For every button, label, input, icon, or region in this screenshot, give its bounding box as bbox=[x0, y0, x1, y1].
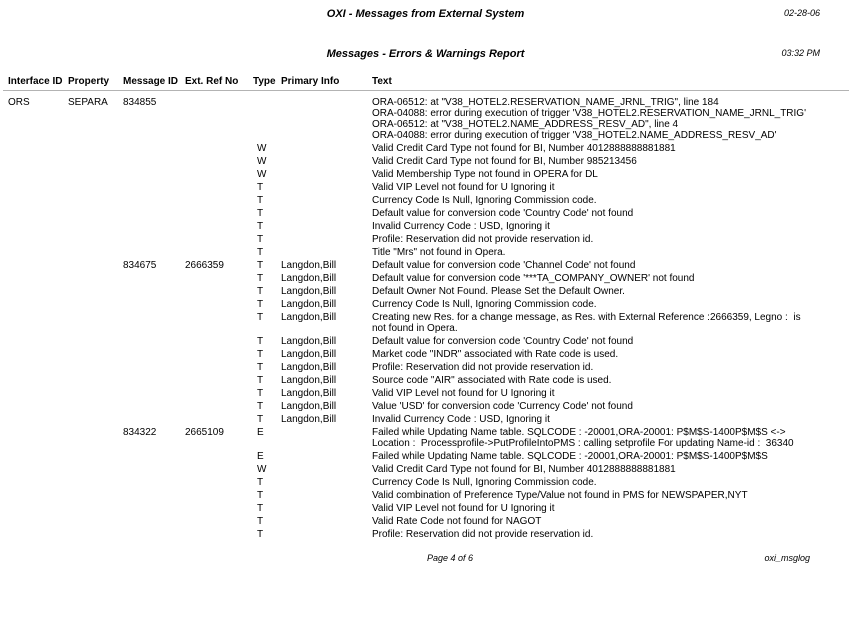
message-id-cell bbox=[123, 299, 185, 310]
message-id-cell bbox=[123, 477, 185, 488]
primary-info-cell: Langdon,Bill bbox=[281, 260, 337, 271]
ext-ref-no-cell bbox=[185, 451, 253, 462]
table-body bbox=[8, 97, 813, 542]
message-id-cell bbox=[123, 336, 185, 347]
message-text-line: Default value for conversion code 'Country Code' not found bbox=[372, 208, 634, 219]
interface-id-cell bbox=[8, 503, 68, 514]
primary-info-cell: Langdon,Bill bbox=[281, 312, 337, 323]
table-row bbox=[8, 260, 813, 271]
property-cell bbox=[68, 401, 123, 412]
property-cell bbox=[68, 299, 123, 310]
message-text-line: Profile: Reservation did not provide reservation id. bbox=[372, 362, 594, 373]
message-id-cell bbox=[123, 286, 185, 297]
primary-info-cell bbox=[281, 97, 372, 141]
message-text-cell bbox=[372, 286, 813, 297]
type-cell: W bbox=[257, 169, 267, 180]
table-row bbox=[8, 247, 813, 258]
interface-id-cell bbox=[8, 169, 68, 180]
ext-ref-no-cell bbox=[185, 375, 253, 386]
message-id-cell bbox=[123, 156, 185, 167]
interface-id-cell bbox=[8, 336, 68, 347]
interface-id-cell bbox=[8, 490, 68, 501]
interface-id-cell bbox=[8, 182, 68, 193]
type-cell: T bbox=[257, 286, 264, 297]
message-text-cell bbox=[372, 312, 813, 334]
interface-id-cell bbox=[8, 195, 68, 206]
property-cell bbox=[68, 273, 123, 284]
table-row bbox=[8, 529, 813, 540]
table-row bbox=[8, 414, 813, 425]
primary-info-cell bbox=[281, 143, 372, 154]
message-text-line: Valid VIP Level not found for U Ignoring it bbox=[372, 388, 555, 399]
message-text-line: ORA-06512: at "V38_HOTEL2.NAME_ADDRESS_RESV_AD", line 4 bbox=[372, 119, 679, 130]
interface-id-cell bbox=[8, 156, 68, 167]
type-cell: T bbox=[257, 299, 264, 310]
message-text-cell bbox=[372, 143, 813, 154]
message-id-cell bbox=[123, 208, 185, 219]
type-cell: T bbox=[257, 375, 264, 386]
property-cell bbox=[68, 451, 123, 462]
type-cell: T bbox=[257, 336, 264, 347]
primary-info-cell bbox=[281, 182, 372, 193]
message-text-cell bbox=[372, 299, 813, 310]
ext-ref-no-cell: 2666359 bbox=[185, 260, 224, 271]
property-cell bbox=[68, 477, 123, 488]
report-date: 02-28-06 bbox=[783, 8, 820, 18]
property-cell bbox=[68, 464, 123, 475]
interface-id-cell bbox=[8, 529, 68, 540]
primary-info-cell: Langdon,Bill bbox=[281, 388, 337, 399]
message-text-cell bbox=[372, 375, 813, 386]
message-id-cell bbox=[123, 490, 185, 501]
interface-id-cell bbox=[8, 375, 68, 386]
message-id-cell: 834322 bbox=[123, 427, 157, 438]
message-id-cell bbox=[123, 195, 185, 206]
type-cell: T bbox=[257, 349, 264, 360]
interface-id-cell bbox=[8, 427, 68, 449]
table-row bbox=[8, 97, 813, 141]
primary-info-cell bbox=[281, 234, 372, 245]
message-id-cell bbox=[123, 362, 185, 373]
interface-id-cell bbox=[8, 401, 68, 412]
column-header-property: Property bbox=[68, 76, 110, 87]
column-header-message-id: Message ID bbox=[123, 76, 179, 87]
primary-info-cell: Langdon,Bill bbox=[281, 286, 337, 297]
message-text-cell bbox=[372, 362, 813, 373]
message-text-line: not found in Opera. bbox=[372, 323, 458, 334]
message-id-cell bbox=[123, 414, 185, 425]
message-text-cell bbox=[372, 349, 813, 360]
message-text-line: Source code "AIR" associated with Rate code is used. bbox=[372, 375, 612, 386]
ext-ref-no-cell bbox=[185, 516, 253, 527]
type-cell: T bbox=[257, 362, 264, 373]
message-id-cell bbox=[123, 312, 185, 334]
table-row bbox=[8, 234, 813, 245]
table-row bbox=[8, 464, 813, 475]
property-cell bbox=[68, 388, 123, 399]
primary-info-cell: Langdon,Bill bbox=[281, 273, 337, 284]
message-text-cell bbox=[372, 156, 813, 167]
interface-id-cell: ORS bbox=[8, 97, 30, 108]
type-cell: T bbox=[257, 260, 264, 271]
property-cell bbox=[68, 195, 123, 206]
primary-info-cell: Langdon,Bill bbox=[281, 401, 337, 412]
type-cell: T bbox=[257, 247, 264, 258]
message-id-cell: 834855 bbox=[123, 97, 157, 108]
interface-id-cell bbox=[8, 234, 68, 245]
table-row bbox=[8, 362, 813, 373]
primary-info-cell bbox=[281, 516, 372, 527]
message-id-cell bbox=[123, 349, 185, 360]
ext-ref-no-cell bbox=[185, 336, 253, 347]
message-text-cell bbox=[372, 195, 813, 206]
type-cell: E bbox=[257, 427, 264, 438]
primary-info-cell bbox=[281, 451, 372, 462]
interface-id-cell bbox=[8, 388, 68, 399]
message-text-line: Creating new Res. for a change message, as Res. with External Reference :2666359, Legno : is bbox=[372, 312, 801, 323]
type-cell: T bbox=[257, 234, 264, 245]
column-header-type: Type bbox=[253, 76, 276, 87]
message-id-cell bbox=[123, 221, 185, 232]
message-text-line: Valid VIP Level not found for U Ignoring it bbox=[372, 182, 555, 193]
report-id: oxi_msglog bbox=[764, 553, 810, 563]
primary-info-cell bbox=[281, 156, 372, 167]
message-text-line: Currency Code Is Null, Ignoring Commission code. bbox=[372, 195, 597, 206]
type-cell: W bbox=[257, 143, 267, 154]
message-text-cell bbox=[372, 490, 813, 501]
message-text-cell bbox=[372, 427, 813, 449]
message-text-line: ORA-04088: error during execution of trigger 'V38_HOTEL2.RESERVATION_NAME_JRNL_TRIG' bbox=[372, 108, 806, 119]
table-row bbox=[8, 490, 813, 501]
ext-ref-no-cell bbox=[185, 503, 253, 514]
message-text-line: Default value for conversion code 'Channel Code' not found bbox=[372, 260, 636, 271]
type-cell: W bbox=[257, 464, 267, 475]
message-text-line: Market code "INDR" associated with Rate code is used. bbox=[372, 349, 619, 360]
ext-ref-no-cell bbox=[185, 477, 253, 488]
table-row bbox=[8, 375, 813, 386]
interface-id-cell bbox=[8, 260, 68, 271]
primary-info-cell bbox=[281, 427, 372, 449]
message-text-line: Invalid Currency Code : USD, Ignoring it bbox=[372, 221, 550, 232]
message-text-line: Valid Rate Code not found for NAGOT bbox=[372, 516, 542, 527]
message-text-line: Location : Processprofile->PutProfileIntoPMS : calling setprofile For updating Name-id : 36340 bbox=[372, 438, 794, 449]
message-text-line: Failed while Updating Name table. SQLCODE : -20001,ORA-20001: P$M$S-1400P$M$S bbox=[372, 451, 768, 462]
table-row bbox=[8, 156, 813, 167]
message-text-cell bbox=[372, 388, 813, 399]
property-cell bbox=[68, 260, 123, 271]
ext-ref-no-cell bbox=[185, 312, 253, 334]
message-text-cell bbox=[372, 477, 813, 488]
ext-ref-no-cell bbox=[185, 464, 253, 475]
property-cell bbox=[68, 208, 123, 219]
message-text-cell bbox=[372, 208, 813, 219]
primary-info-cell bbox=[281, 247, 372, 258]
property-cell bbox=[68, 414, 123, 425]
ext-ref-no-cell bbox=[185, 401, 253, 412]
column-header-primary-info: Primary Info bbox=[281, 76, 340, 87]
primary-info-cell: Langdon,Bill bbox=[281, 362, 337, 373]
message-text-cell bbox=[372, 414, 813, 425]
type-cell: T bbox=[257, 401, 264, 412]
message-text-cell bbox=[372, 464, 813, 475]
message-text-line: Default value for conversion code '***TA_COMPANY_OWNER' not found bbox=[372, 273, 695, 284]
type-cell: T bbox=[257, 414, 264, 425]
interface-id-cell bbox=[8, 349, 68, 360]
message-text-line: Valid Credit Card Type not found for BI, Number 4012888888881881 bbox=[372, 464, 676, 475]
property-cell bbox=[68, 143, 123, 154]
message-text-cell bbox=[372, 401, 813, 412]
type-cell: T bbox=[257, 312, 264, 323]
primary-info-cell bbox=[281, 169, 372, 180]
primary-info-cell: Langdon,Bill bbox=[281, 349, 337, 360]
message-id-cell bbox=[123, 401, 185, 412]
table-row bbox=[8, 503, 813, 514]
interface-id-cell bbox=[8, 312, 68, 334]
message-id-cell bbox=[123, 529, 185, 540]
ext-ref-no-cell bbox=[185, 286, 253, 297]
interface-id-cell bbox=[8, 362, 68, 373]
ext-ref-no-cell bbox=[185, 349, 253, 360]
ext-ref-no-cell bbox=[185, 97, 253, 141]
interface-id-cell bbox=[8, 221, 68, 232]
table-row bbox=[8, 182, 813, 193]
ext-ref-no-cell bbox=[185, 208, 253, 219]
report-time: 03:32 PM bbox=[781, 48, 820, 58]
type-cell: T bbox=[257, 195, 264, 206]
interface-id-cell bbox=[8, 516, 68, 527]
table-row bbox=[8, 451, 813, 462]
property-cell bbox=[68, 503, 123, 514]
ext-ref-no-cell bbox=[185, 156, 253, 167]
type-cell: T bbox=[257, 273, 264, 284]
column-header-interface-id: Interface ID bbox=[8, 76, 63, 87]
type-cell: T bbox=[257, 516, 264, 527]
ext-ref-no-cell bbox=[185, 234, 253, 245]
interface-id-cell bbox=[8, 247, 68, 258]
table-row bbox=[8, 299, 813, 310]
ext-ref-no-cell bbox=[185, 299, 253, 310]
interface-id-cell bbox=[8, 451, 68, 462]
type-cell: W bbox=[257, 156, 267, 167]
type-cell: T bbox=[257, 388, 264, 399]
message-text-line: Valid VIP Level not found for U Ignoring it bbox=[372, 503, 555, 514]
table-row bbox=[8, 286, 813, 297]
table-row bbox=[8, 221, 813, 232]
table-row bbox=[8, 195, 813, 206]
message-text-line: Title "Mrs" not found in Opera. bbox=[372, 247, 506, 258]
property-cell bbox=[68, 286, 123, 297]
property-cell bbox=[68, 336, 123, 347]
ext-ref-no-cell bbox=[185, 529, 253, 540]
message-text-cell bbox=[372, 221, 813, 232]
primary-info-cell: Langdon,Bill bbox=[281, 375, 337, 386]
ext-ref-no-cell bbox=[185, 221, 253, 232]
primary-info-cell bbox=[281, 529, 372, 540]
property-cell bbox=[68, 247, 123, 258]
table-row bbox=[8, 516, 813, 527]
message-text-cell bbox=[372, 234, 813, 245]
interface-id-cell bbox=[8, 477, 68, 488]
interface-id-cell bbox=[8, 273, 68, 284]
message-text-line: Currency Code Is Null, Ignoring Commission code. bbox=[372, 477, 597, 488]
message-text-line: Invalid Currency Code : USD, Ignoring it bbox=[372, 414, 550, 425]
message-id-cell bbox=[123, 375, 185, 386]
property-cell bbox=[68, 234, 123, 245]
message-text-line: Default value for conversion code 'Country Code' not found bbox=[372, 336, 634, 347]
message-text-cell bbox=[372, 503, 813, 514]
interface-id-cell bbox=[8, 414, 68, 425]
message-text-cell bbox=[372, 273, 813, 284]
ext-ref-no-cell bbox=[185, 414, 253, 425]
message-id-cell bbox=[123, 182, 185, 193]
interface-id-cell bbox=[8, 143, 68, 154]
primary-info-cell bbox=[281, 464, 372, 475]
message-text-cell bbox=[372, 182, 813, 193]
property-cell bbox=[68, 427, 123, 449]
property-cell bbox=[68, 375, 123, 386]
table-row bbox=[8, 273, 813, 284]
ext-ref-no-cell bbox=[185, 490, 253, 501]
ext-ref-no-cell bbox=[185, 169, 253, 180]
property-cell bbox=[68, 490, 123, 501]
message-text-cell bbox=[372, 247, 813, 258]
message-text-line: Valid Credit Card Type not found for BI, Number 985213456 bbox=[372, 156, 637, 167]
type-cell: T bbox=[257, 182, 264, 193]
interface-id-cell bbox=[8, 299, 68, 310]
property-cell bbox=[68, 169, 123, 180]
message-text-line: Profile: Reservation did not provide reservation id. bbox=[372, 529, 594, 540]
table-row bbox=[8, 349, 813, 360]
message-id-cell bbox=[123, 169, 185, 180]
report-subtitle: Messages - Errors & Warnings Report bbox=[326, 48, 525, 60]
primary-info-cell: Langdon,Bill bbox=[281, 414, 337, 425]
message-id-cell bbox=[123, 464, 185, 475]
ext-ref-no-cell: 2665109 bbox=[185, 427, 224, 438]
message-text-line: Valid combination of Preference Type/Value not found in PMS for NEWSPAPER,NYT bbox=[372, 490, 748, 501]
type-cell: T bbox=[257, 477, 264, 488]
table-row bbox=[8, 477, 813, 488]
type-cell: T bbox=[257, 529, 264, 540]
message-text-line: Currency Code Is Null, Ignoring Commission code. bbox=[372, 299, 597, 310]
property-cell bbox=[68, 516, 123, 527]
property-cell: SEPARA bbox=[68, 97, 108, 108]
message-id-cell bbox=[123, 247, 185, 258]
ext-ref-no-cell bbox=[185, 143, 253, 154]
type-cell: T bbox=[257, 208, 264, 219]
property-cell bbox=[68, 156, 123, 167]
message-id-cell bbox=[123, 273, 185, 284]
ext-ref-no-cell bbox=[185, 362, 253, 373]
message-id-cell bbox=[123, 388, 185, 399]
table-row bbox=[8, 169, 813, 180]
message-text-line: Value 'USD' for conversion code 'Currency Code' not found bbox=[372, 401, 633, 412]
message-text-line: Profile: Reservation did not provide reservation id. bbox=[372, 234, 594, 245]
table-row bbox=[8, 143, 813, 154]
property-cell bbox=[68, 349, 123, 360]
column-header-text: Text bbox=[372, 76, 392, 87]
property-cell bbox=[68, 221, 123, 232]
primary-info-cell bbox=[281, 477, 372, 488]
interface-id-cell bbox=[8, 286, 68, 297]
page-number: Page 4 of 6 bbox=[427, 553, 474, 563]
ext-ref-no-cell bbox=[185, 388, 253, 399]
primary-info-cell bbox=[281, 221, 372, 232]
message-text-line: Failed while Updating Name table. SQLCODE : -20001,ORA-20001: P$M$S-1400P$M$S <-> bbox=[372, 427, 786, 438]
primary-info-cell: Langdon,Bill bbox=[281, 299, 337, 310]
property-cell bbox=[68, 312, 123, 334]
message-id-cell bbox=[123, 503, 185, 514]
message-text-line: Default Owner Not Found. Please Set the Default Owner. bbox=[372, 286, 625, 297]
type-cell: T bbox=[257, 490, 264, 501]
interface-id-cell bbox=[8, 464, 68, 475]
ext-ref-no-cell bbox=[185, 182, 253, 193]
message-text-cell bbox=[372, 97, 813, 141]
message-text-line: ORA-06512: at "V38_HOTEL2.RESERVATION_NAME_JRNL_TRIG", line 184 bbox=[372, 97, 719, 108]
type-cell bbox=[253, 97, 281, 141]
primary-info-cell: Langdon,Bill bbox=[281, 336, 337, 347]
type-cell: T bbox=[257, 221, 264, 232]
message-text-cell bbox=[372, 336, 813, 347]
interface-id-cell bbox=[8, 208, 68, 219]
table-row bbox=[8, 388, 813, 399]
type-cell: E bbox=[257, 451, 264, 462]
table-row bbox=[8, 312, 813, 334]
message-id-cell bbox=[123, 143, 185, 154]
message-id-cell bbox=[123, 234, 185, 245]
report-title: OXI - Messages from External System bbox=[326, 8, 525, 20]
message-text-cell bbox=[372, 169, 813, 180]
ext-ref-no-cell bbox=[185, 247, 253, 258]
column-header-ext-ref-no: Ext. Ref No bbox=[185, 76, 239, 87]
property-cell bbox=[68, 362, 123, 373]
message-text-line: Valid Membership Type not found in OPERA for DL bbox=[372, 169, 598, 180]
property-cell bbox=[68, 182, 123, 193]
message-text-cell bbox=[372, 451, 813, 462]
ext-ref-no-cell bbox=[185, 195, 253, 206]
header-divider bbox=[3, 90, 849, 91]
message-text-line: ORA-04088: error during execution of trigger 'V38_HOTEL2.NAME_ADDRESS_RESV_AD' bbox=[372, 130, 777, 141]
message-id-cell: 834675 bbox=[123, 260, 157, 271]
table-row bbox=[8, 336, 813, 347]
message-id-cell bbox=[123, 516, 185, 527]
primary-info-cell bbox=[281, 208, 372, 219]
table-row bbox=[8, 401, 813, 412]
primary-info-cell bbox=[281, 503, 372, 514]
property-cell bbox=[68, 529, 123, 540]
table-header-row bbox=[8, 76, 813, 87]
type-cell: T bbox=[257, 503, 264, 514]
primary-info-cell bbox=[281, 195, 372, 206]
message-text-line: Valid Credit Card Type not found for BI, Number 4012888888881881 bbox=[372, 143, 676, 154]
message-text-cell bbox=[372, 529, 813, 540]
ext-ref-no-cell bbox=[185, 273, 253, 284]
primary-info-cell bbox=[281, 490, 372, 501]
message-id-cell bbox=[123, 451, 185, 462]
table-row bbox=[8, 208, 813, 219]
message-text-cell bbox=[372, 260, 813, 271]
table-row bbox=[8, 427, 813, 449]
message-text-cell bbox=[372, 516, 813, 527]
